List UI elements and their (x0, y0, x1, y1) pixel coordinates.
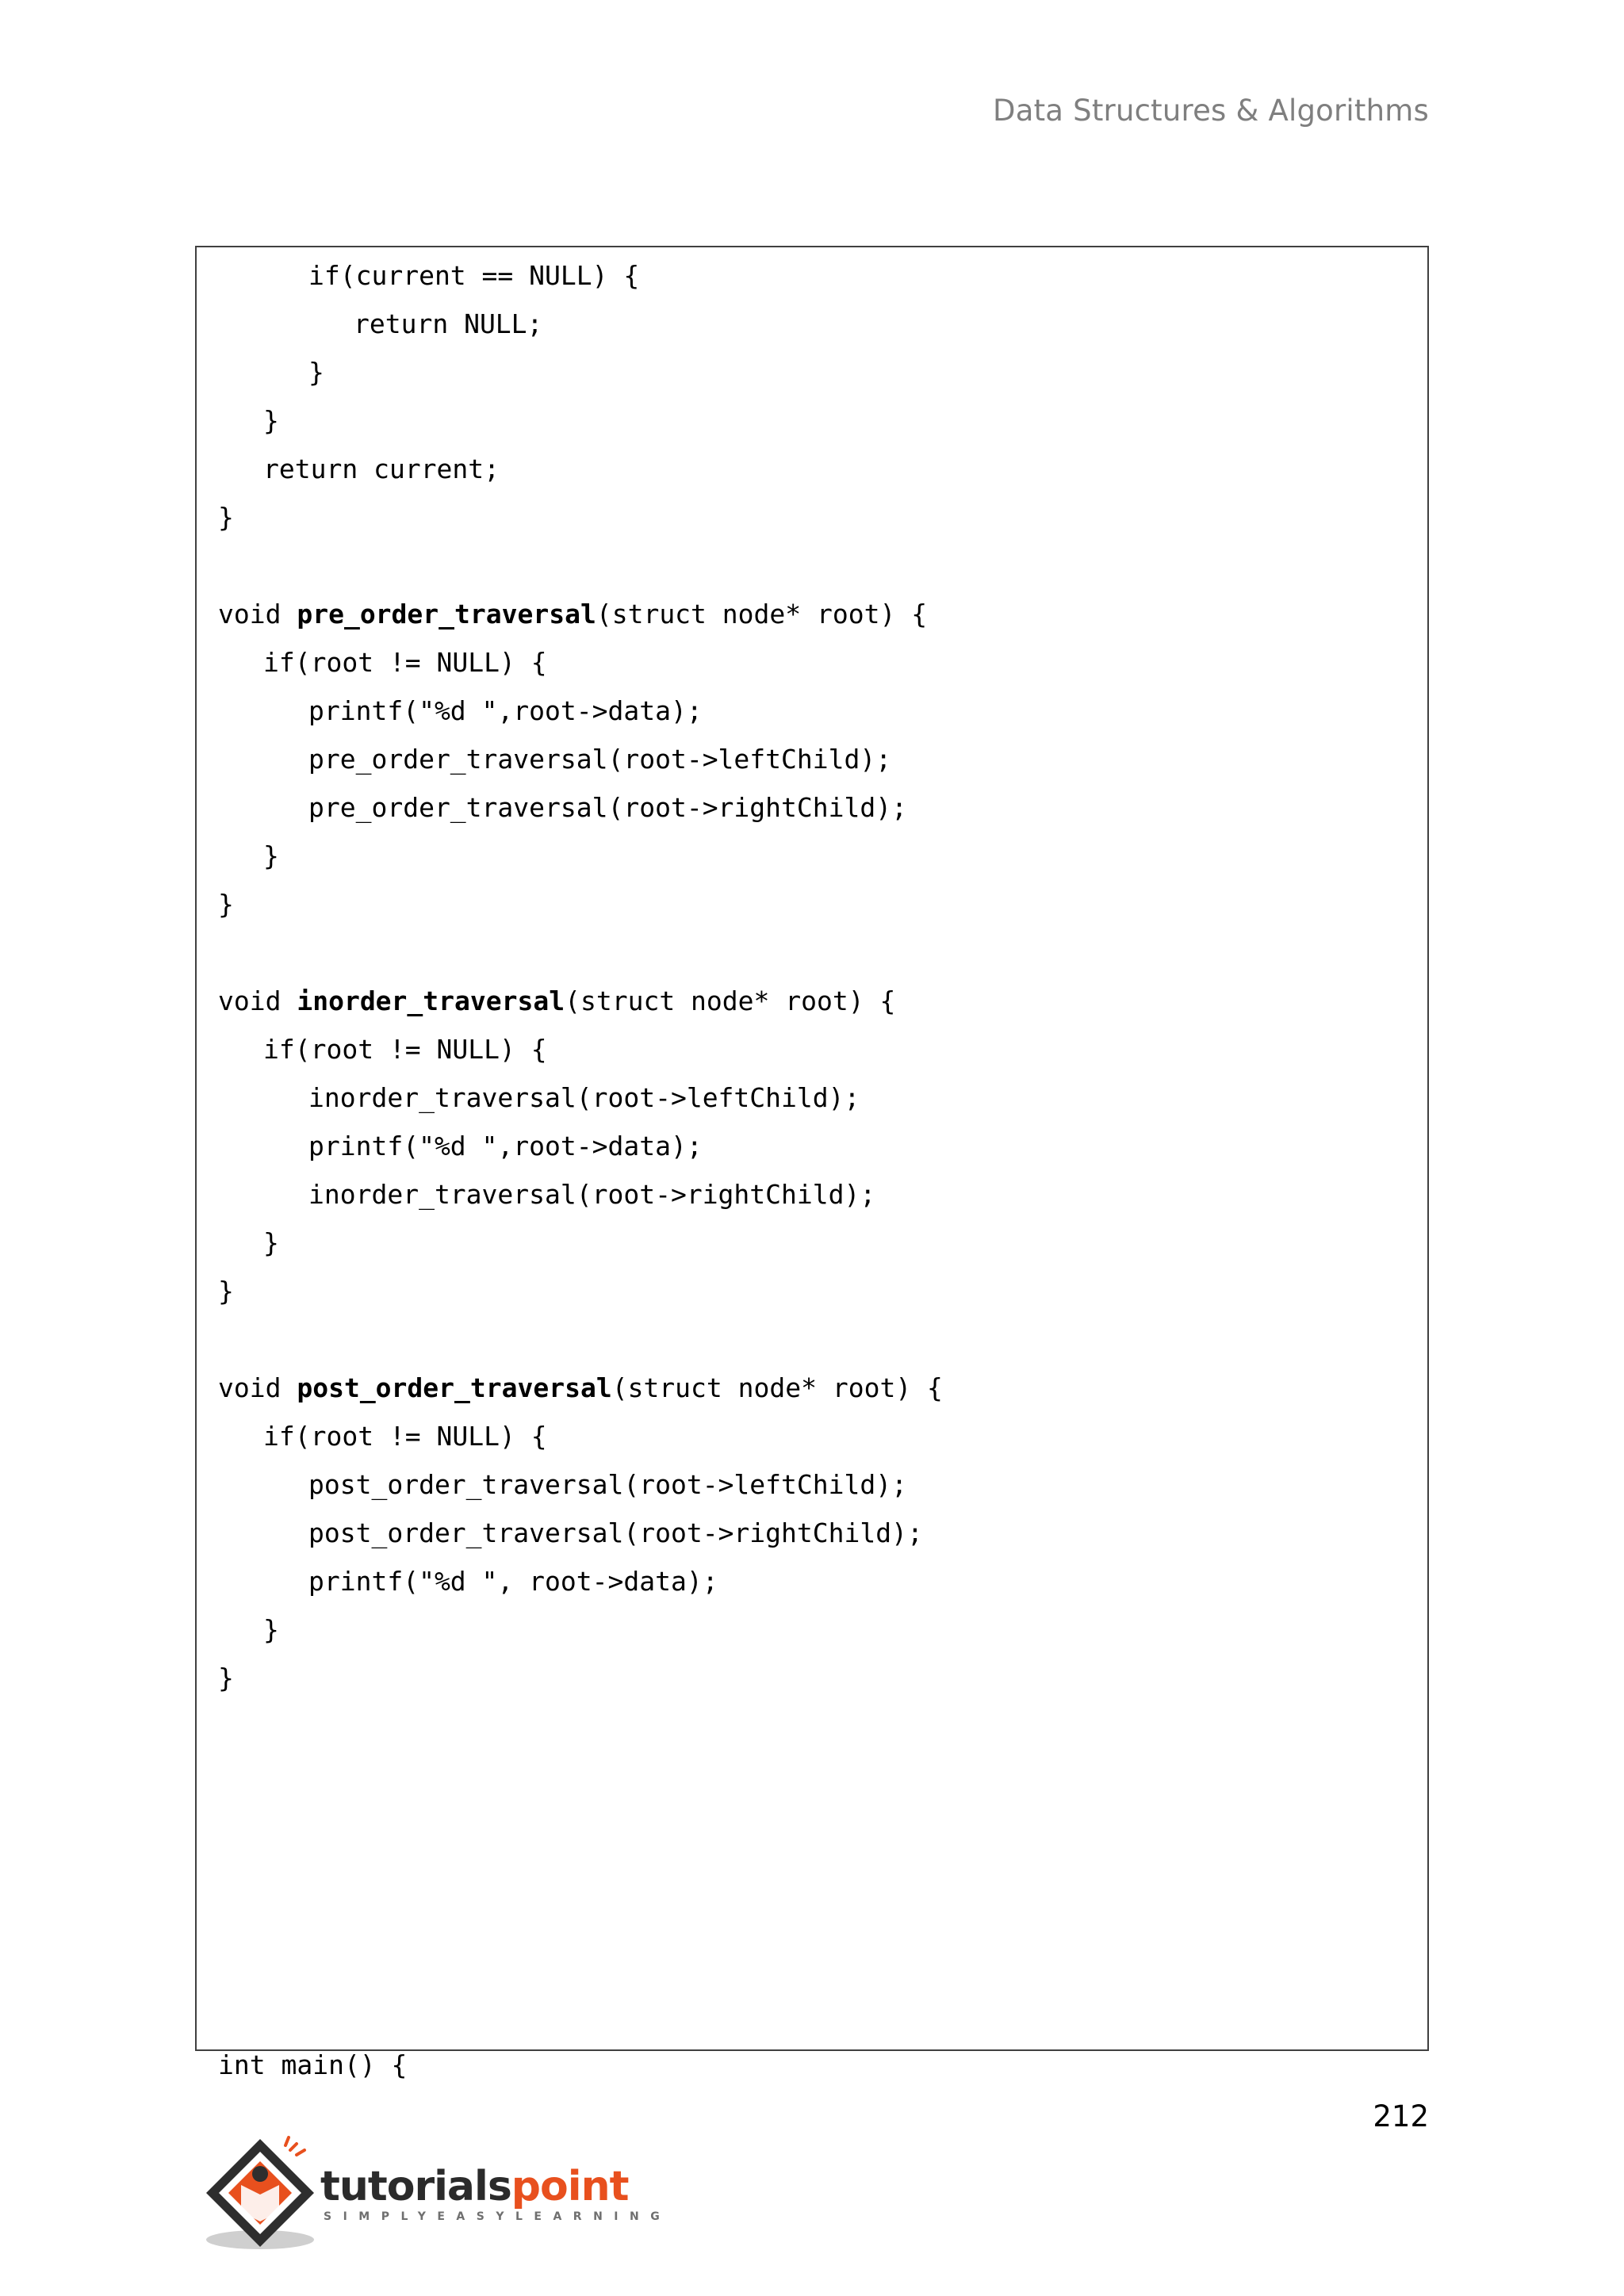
code-line (308, 695, 703, 727)
code-text: if(current == NULL) { (308, 260, 640, 291)
code-text: inorder_traversal(root->rightChild); (308, 1179, 876, 1210)
code-line (263, 1614, 279, 1646)
code-text: printf("%d ", root->data); (308, 1566, 718, 1597)
code-line (308, 260, 639, 292)
code-line (218, 1372, 943, 1404)
code-text: void (218, 1372, 297, 1403)
code-text: return NULL; (354, 308, 543, 339)
code-text: } (218, 502, 234, 533)
code-text: void (218, 985, 297, 1016)
code-line (218, 2049, 407, 2081)
code-line (263, 840, 279, 872)
code-text: if(root != NULL) { (263, 1034, 547, 1065)
code-line (263, 647, 547, 679)
code-text: (struct node* root) { (565, 985, 896, 1016)
code-text: if(root != NULL) { (263, 1421, 547, 1452)
code-line (218, 985, 895, 1017)
code-line (218, 1663, 234, 1694)
code-text: printf("%d ",root->data); (308, 695, 703, 726)
code-text: } (263, 1227, 279, 1258)
code-text: } (263, 840, 279, 871)
code-text: } (263, 405, 279, 436)
code-text: (struct node* root) { (611, 1372, 943, 1403)
code-line (308, 1566, 718, 1598)
code-text: (struct node* root) { (596, 599, 928, 629)
code-text: if(root != NULL) { (263, 647, 547, 678)
code-text: printf("%d ",root->data); (308, 1131, 703, 1161)
logo-wordmark-dark: tutorials (320, 2163, 511, 2210)
code-text: return current; (263, 453, 500, 484)
code-text: void (218, 599, 297, 629)
code-line (263, 453, 500, 485)
function-name: pre_order_traversal (297, 599, 596, 629)
logo-tagline: SIMPLYEASYLEARNING (324, 2210, 672, 2223)
code-line (218, 1276, 234, 1307)
code-text: } (218, 1276, 234, 1307)
tutorialspoint-logo (195, 2133, 672, 2252)
code-line (308, 357, 324, 388)
code-line (218, 889, 234, 920)
code-line (308, 1469, 907, 1501)
code-text: inorder_traversal(root->leftChild); (308, 1082, 860, 1113)
code-line (263, 405, 279, 437)
page-number: 212 (1373, 2099, 1429, 2133)
code-text: pre_order_traversal(root->leftChild); (308, 744, 892, 775)
code-line (218, 599, 927, 630)
code-text: pre_order_traversal(root->rightChild); (308, 792, 907, 823)
code-text: post_order_traversal(root->leftChild); (308, 1469, 907, 1500)
code-text: } (308, 357, 324, 388)
code-block (195, 246, 1429, 2080)
code-line (354, 308, 542, 340)
logo-wordmark (320, 2163, 628, 2210)
code-text: } (218, 889, 234, 920)
code-line (218, 502, 234, 534)
logo-wordmark-accent: point (511, 2163, 629, 2210)
code-text: post_order_traversal(root->rightChild); (308, 1517, 923, 1548)
code-text: int main() { (218, 2049, 408, 2080)
code-line (263, 1034, 547, 1066)
code-line (308, 744, 891, 775)
code-line (263, 1421, 547, 1452)
code-line (308, 1131, 703, 1162)
function-name: post_order_traversal (297, 1372, 612, 1403)
code-text: } (263, 1614, 279, 1645)
function-name: inorder_traversal (297, 985, 565, 1016)
code-line (308, 792, 907, 824)
logo-emblem-icon (195, 2133, 322, 2252)
code-text: } (218, 1663, 234, 1693)
code-line (263, 1227, 279, 1259)
code-line (308, 1179, 875, 1211)
running-header: Data Structures & Algorithms (993, 94, 1429, 128)
code-line (308, 1517, 923, 1549)
code-line (308, 1082, 860, 1114)
